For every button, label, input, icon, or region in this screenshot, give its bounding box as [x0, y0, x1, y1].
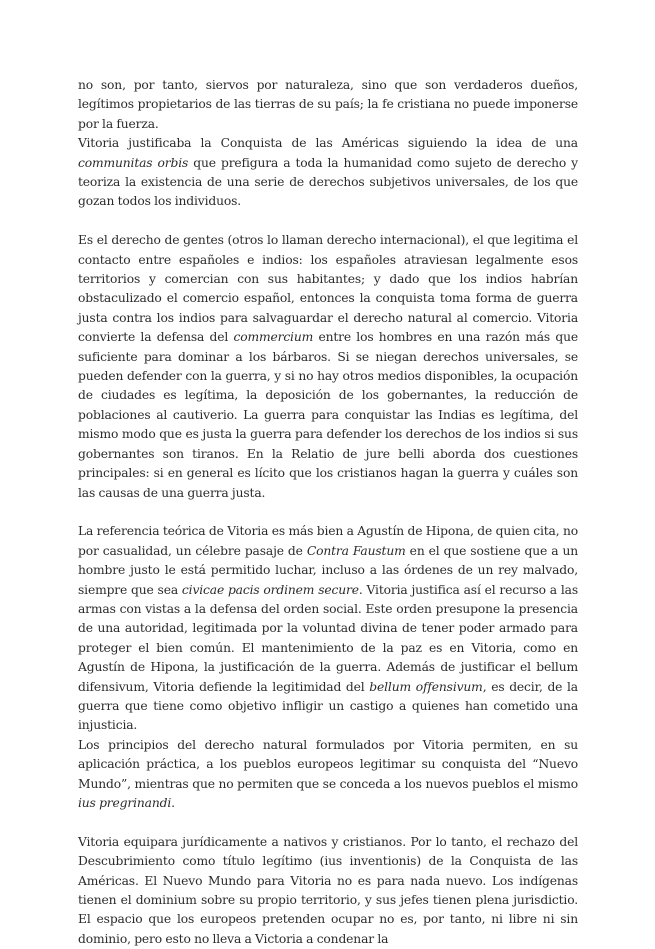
text-run: Los principios del derecho natural formulados por Vitoria permiten, en su aplicación práctica, a los pueblos europeos legitimar su conquista del “Nuevo Mundo”, mientras que no permiten que se conceda a los nuevos pueblos el mismo — [78, 737, 578, 791]
italic-term: Contra Faustum — [306, 543, 406, 558]
paragraph-6 — [78, 833, 578, 949]
paragraph-4 — [78, 522, 578, 735]
paragraph-gap — [78, 503, 578, 522]
paragraph-3 — [78, 231, 578, 503]
text-run: no son, por tanto, siervos por naturaleza, sino que son verdaderos dueños, legítimos propietarios de las tierras de su país; la fe cristiana no puede imponerse por la fuerza. — [78, 78, 578, 131]
paragraph-5 — [78, 736, 578, 814]
italic-term: communitas orbis — [78, 155, 189, 170]
paragraph-gap — [78, 813, 578, 832]
text-run: Es el derecho de gentes (otros lo llaman derecho internacional), el que legitima el contacto entre españoles e indios: los españoles atraviesan legalmente esos territorios y comercian con sus habitantes; y dado que los indios habrían obstaculizado el comercio español, entonces la conquista toma forma de guerra justa contra los indios para salvaguardar el derecho natural al comercio. Vitoria convierte la defensa del — [78, 233, 578, 345]
text-run: Vitoria equipara jurídicamente a nativos y cristianos. Por lo tanto, el rechazo del Descubrimiento como título legítimo (ius inventionis) de la Conquista de las Américas. El Nuevo Mundo para Vitoria no es para nada nuevo. Los indígenas tienen el dominium sobre su propio territorio, y sus jefes tienen plena jurisdictio. El espacio que los europeos pretenden ocupar no es, por tanto, ni libre ni sin dominio, pero esto no lleva a Victoria a condenar la — [78, 834, 578, 946]
text-run: entre los hombres en una razón más que suficiente para dominar a los bárbaros. Si se niegan derechos universales, se pueden defender con la guerra, y si no hay otros medios disponibles, la ocupación de ciudades es legítima, la deposición de los gobernantes, la reducción de poblaciones al cautiverio. La guerra para conquistar las Indias es legítima, del mismo modo que es justa la guerra para defender los derechos de los indios si sus gobernantes son tiranos. En la Relatio de jure belli aborda dos cuestiones principales: si en general es lícito que los cristianos hagan la guerra y cuáles son las causas de una guerra justa. — [78, 330, 578, 500]
text-run: que prefigura a toda la humanidad como sujeto de derecho y teoriza la existencia de una serie de derechos subjetivos universales, de los que gozan todos los individuos. — [78, 155, 578, 209]
paragraph-1 — [78, 76, 578, 134]
text-run: . — [171, 796, 175, 810]
text-run: La referencia teórica de Vitoria es más bien a Agustín de Hipona, de quien cita, no por casualidad, un célebre pasaje de — [78, 524, 578, 558]
italic-term: bellum offensivum — [369, 679, 483, 694]
paragraph-2 — [78, 134, 578, 212]
italic-term: ius pregrinandi — [78, 796, 172, 810]
text-run: , es decir, de la guerra que tiene como objetivo infligir un castigo a quienes han cometido una injusticia. — [78, 679, 578, 733]
document-page — [78, 76, 578, 949]
text-run: en el que sostiene que a un hombre justo le está permitido luchar, incluso a las órdenes de un rey malvado, siempre que sea — [78, 543, 578, 597]
italic-term: commercium — [233, 330, 314, 345]
italic-term: civicae pacis ordinem secure — [181, 582, 359, 597]
text-run: . Vitoria justifica así el recurso a las armas con vistas a la defensa del orden social. Este orden presupone la presencia de una autoridad, legitimada por la voluntad divina de tener poder armado para proteger el bien común. El mantenimiento de la paz es en Vitoria, como en Agustín de Hipona, la justificación de la guerra. Además de justificar el bellum difensivum, Vitoria defiende la legitimidad del — [78, 582, 579, 694]
text-run: Vitoria justificaba la Conquista de las Américas siguiendo la idea de una — [78, 136, 578, 151]
paragraph-gap — [78, 212, 578, 231]
